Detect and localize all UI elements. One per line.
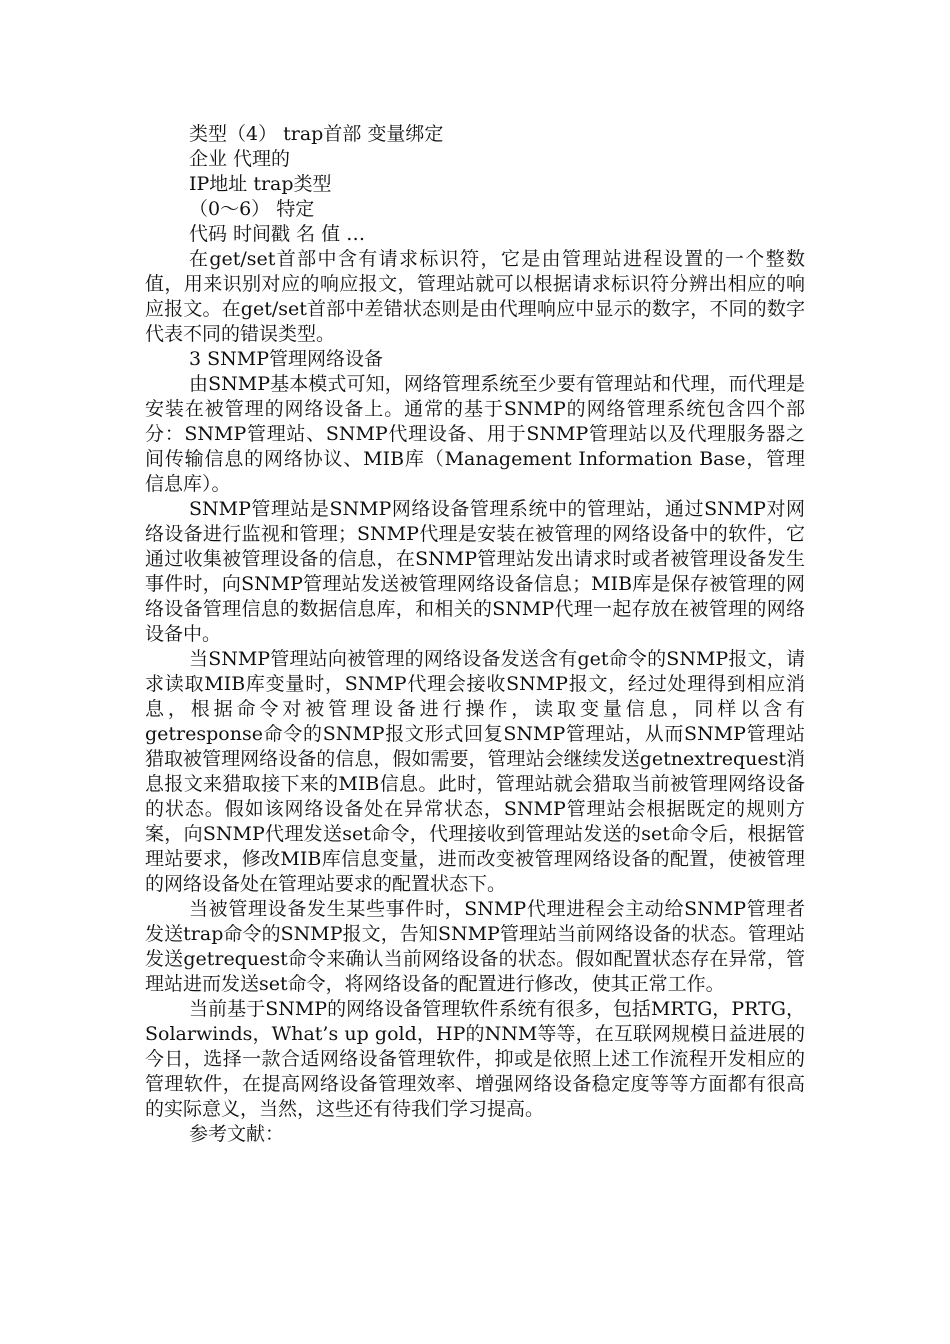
references-heading: 参考文献： [189,1123,285,1145]
paragraph-management-software: 当前基于SNMP的网络设备管理软件系统有很多，包括MRTG，PRTG，Solarwinds，What’s up gold，HP的NNM等等，在互联网规模日益进展的今日，选择一款合适网络设备管理软件，抑或是依照上述工作流程开发相应的管理软件，在提高网络设备管理效率、增强网络设备稳定度等等方面都有很高的实际意义，当然，这些还有待我们学习提高。 [145,998,805,1120]
trap-format-line-4: （0～6） 特定 [189,198,315,220]
paragraph-snmp-trap-flow: 当被管理设备发生某些事件时，SNMP代理进程会主动给SNMP管理者发送trap命令的SNMP报文，告知SNMP管理站当前网络设备的状态。管理站发送getrequest命令来确认当前网络设备的状态。假如配置状态存在异常，管理站进而发送set命令，将网络设备的配置进行修改，使其正常工作。 [145,898,805,995]
paragraph-snmp-basic-model: 由SNMP基本模式可知，网络管理系统至少要有管理站和代理，而代理是安装在被管理的网络设备上。通常的基于SNMP的网络管理系统包含四个部分：SNMP管理站、SNMP代理设备、用于SNMP管理站以及代理服务器之间传输信息的网络协议、MIB库（Management Information Base，管理信息库）。 [145,373,805,495]
section-heading: 3 SNMP管理网络设备 [189,348,384,370]
paragraph-snmp-get-flow: 当SNMP管理站向被管理的网络设备发送含有get命令的SNMP报文，请求读取MIB库变量时，SNMP代理会接收SNMP报文，经过处理得到相应消息，根据命令对被管理设备进行操作，读取变量信息，同样以含有getresponse命令的SNMP报文形式回复SNMP管理站，从而SNMP管理站猎取被管理网络设备的信息，假如需要，管理站会继续发送getnextrequest消息报文来猎取接下来的MIB信息。此时，管理站就会猎取当前被管理网络设备的状态。假如该网络设备处在异常状态，SNMP管理站会根据既定的规则方案，向SNMP代理发送set命令，代理接收到管理站发送的set命令后，根据管理站要求，修改MIB库信息变量，进而改变被管理网络设备的配置，使被管理的网络设备处在管理站要求的配置状态下。 [145,648,805,895]
paragraph-snmp-manager-agent: SNMP管理站是SNMP网络设备管理系统中的管理站，通过SNMP对网络设备进行监视和管理；SNMP代理是安装在被管理的网络设备中的软件，它通过收集被管理设备的信息，在SNMP管理站发出请求时或者被管理设备发生事件时，向SNMP管理站发送被管理网络设备信息；MIB库是保存被管理的网络设备管理信息的数据信息库，和相关的SNMP代理一起存放在被管理的网络设备中。 [145,498,805,645]
trap-format-line-3: IP地址 trap类型 [189,173,332,195]
trap-format-line-1: 类型（4） trap首部 变量绑定 [189,123,444,145]
paragraph-get-set-header: 在get/set首部中含有请求标识符，它是由管理站进程设置的一个整数值，用来识别对应的响应报文，管理站就可以根据请求标识符分辨出相应的响应报文。在get/set首部中差错状态则是由代理响应中显示的数字，不同的数字代表不同的错误类型。 [145,248,805,345]
document-body [145,122,805,1147]
trap-format-line-5: 代码 时间戳 名 值 … [189,223,366,245]
trap-format-line-2: 企业 代理的 [189,148,291,170]
